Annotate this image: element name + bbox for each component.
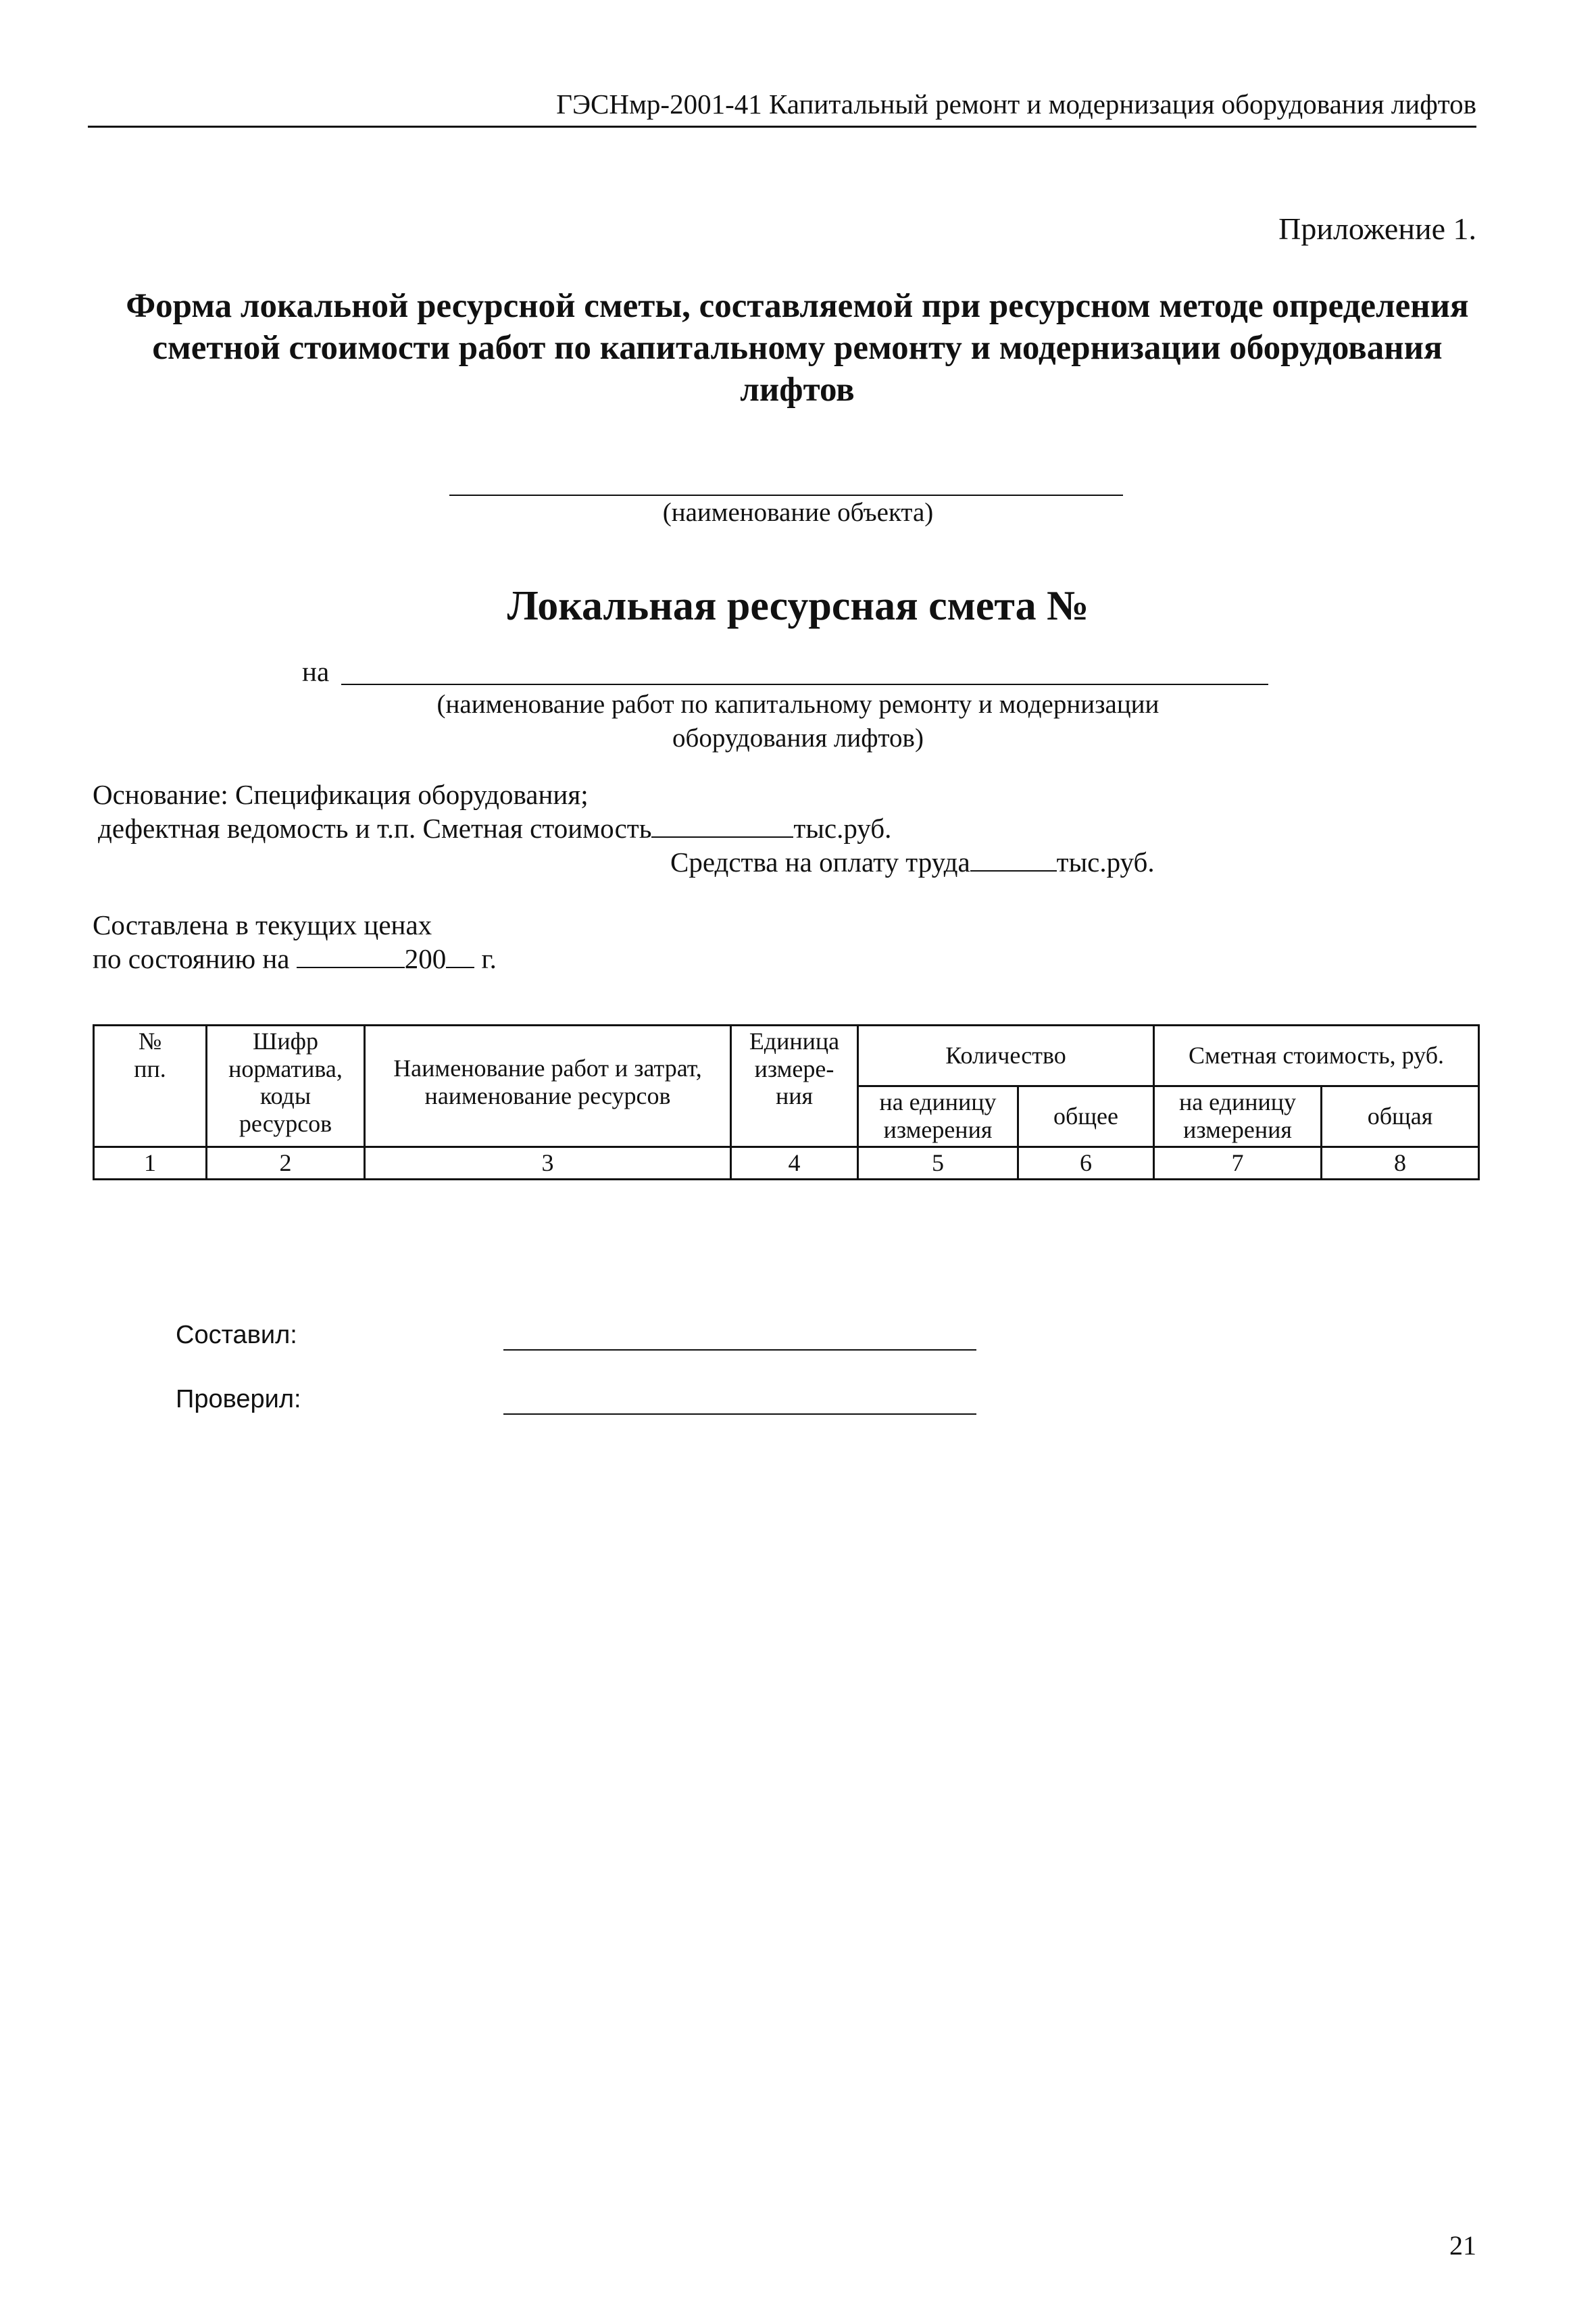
header-col-unit-line2: измере-	[754, 1055, 834, 1082]
header-qty-total: общее	[1018, 1086, 1154, 1147]
estimate-title: Локальная ресурсная смета №	[507, 583, 1089, 629]
prices-line1: Составлена в текущих ценах	[93, 909, 432, 940]
labor-funds-label: Средства на оплату труда	[670, 847, 970, 878]
header-col-number-line1: №	[138, 1028, 162, 1055]
prices-date-blank	[297, 942, 405, 968]
estimate-table	[93, 1024, 1480, 1180]
compiled-by-line	[503, 1349, 976, 1351]
header-col-name	[365, 1026, 731, 1147]
header-col-number-line2: пп.	[134, 1055, 166, 1082]
checked-by-label: Проверил:	[176, 1385, 301, 1413]
header-col-code-line3: коды	[259, 1082, 311, 1110]
header-col-code-line2: норматива,	[228, 1055, 343, 1082]
table-number-row	[94, 1147, 1479, 1180]
header-col-unit-line3: ния	[775, 1082, 814, 1110]
header-col-name-line2: наименование ресурсов	[424, 1082, 671, 1109]
works-caption	[0, 688, 1596, 755]
column-number-cell: 4	[731, 1147, 858, 1180]
object-name-line	[449, 495, 1123, 496]
column-number-cell: 2	[207, 1147, 365, 1180]
labor-funds-unit: тыс.руб.	[1056, 847, 1155, 878]
header-qty-per-unit-line2: измерения	[883, 1115, 993, 1143]
form-title-line2: сметной стоимости работ по капитальному ремонту и модернизации оборудования	[152, 329, 1443, 368]
basis-line2	[98, 812, 891, 845]
estimated-cost-blank	[651, 812, 793, 838]
header-qty-per-unit	[858, 1086, 1018, 1147]
header-col-code-line4: ресурсов	[239, 1110, 332, 1138]
na-label: на	[302, 656, 330, 687]
header-col-code	[207, 1026, 365, 1147]
header-cost-per-unit-line1: на единицу	[1178, 1088, 1297, 1115]
labor-funds-blank	[970, 846, 1057, 872]
header-col-number	[94, 1026, 207, 1147]
works-caption-line2: оборудования лифтов)	[672, 723, 924, 753]
table-header-row-1	[94, 1026, 1479, 1086]
page-number: 21	[1449, 2230, 1476, 2261]
works-caption-line1: (наименование работ по капитальному ремонту и модернизации	[437, 690, 1159, 719]
column-number-cell: 8	[1322, 1147, 1479, 1180]
header-rule	[88, 126, 1476, 128]
header-col-code-line1: Шифр	[253, 1028, 318, 1055]
header-col-unit	[731, 1026, 858, 1147]
prices-year: 200	[404, 943, 447, 974]
column-number-cell: 6	[1018, 1147, 1154, 1180]
column-number-cell: 5	[858, 1147, 1018, 1180]
form-title	[95, 285, 1500, 411]
compiled-by-label: Составил:	[176, 1321, 297, 1349]
works-name-line	[341, 684, 1268, 685]
form-title-line3: лифтов	[740, 371, 855, 409]
header-cost-per-unit	[1154, 1086, 1322, 1147]
header-qty-per-unit-line1: на единицу	[879, 1088, 997, 1115]
prices-year-blank	[446, 942, 474, 968]
basis-estimated-cost-label: дефектная ведомость и т.п. Сметная стоимость	[98, 813, 652, 844]
basis-line1: Основание: Спецификация оборудования;	[93, 779, 589, 810]
header-cost: Сметная стоимость, руб.	[1154, 1026, 1479, 1086]
object-caption: (наименование объекта)	[662, 498, 934, 527]
prices-year-suffix: г.	[481, 943, 497, 974]
header-quantity: Количество	[858, 1026, 1154, 1086]
header-cost-per-unit-line2: измерения	[1183, 1115, 1292, 1143]
header-col-unit-line1: Единица	[749, 1028, 840, 1055]
form-title-line1: Форма локальной ресурсной сметы, составляемой при ресурсном методе определения	[126, 287, 1469, 325]
header-cost-total: общая	[1322, 1086, 1479, 1147]
prices-line2	[93, 942, 497, 976]
checked-by-line	[503, 1413, 976, 1415]
header-col-name-line1: Наименование работ и затрат,	[393, 1055, 702, 1082]
appendix-label: Приложение 1.	[1278, 211, 1476, 246]
basis-estimated-cost-unit: тыс.руб.	[793, 813, 892, 844]
column-number-cell: 7	[1154, 1147, 1322, 1180]
prices-date-label: по состоянию на	[93, 943, 290, 974]
column-number-cell: 3	[365, 1147, 731, 1180]
column-number-cell: 1	[94, 1147, 207, 1180]
basis-line3	[670, 846, 1155, 879]
running-header: ГЭСНмр-2001-41 Капитальный ремонт и модернизация оборудования лифтов	[556, 89, 1476, 120]
